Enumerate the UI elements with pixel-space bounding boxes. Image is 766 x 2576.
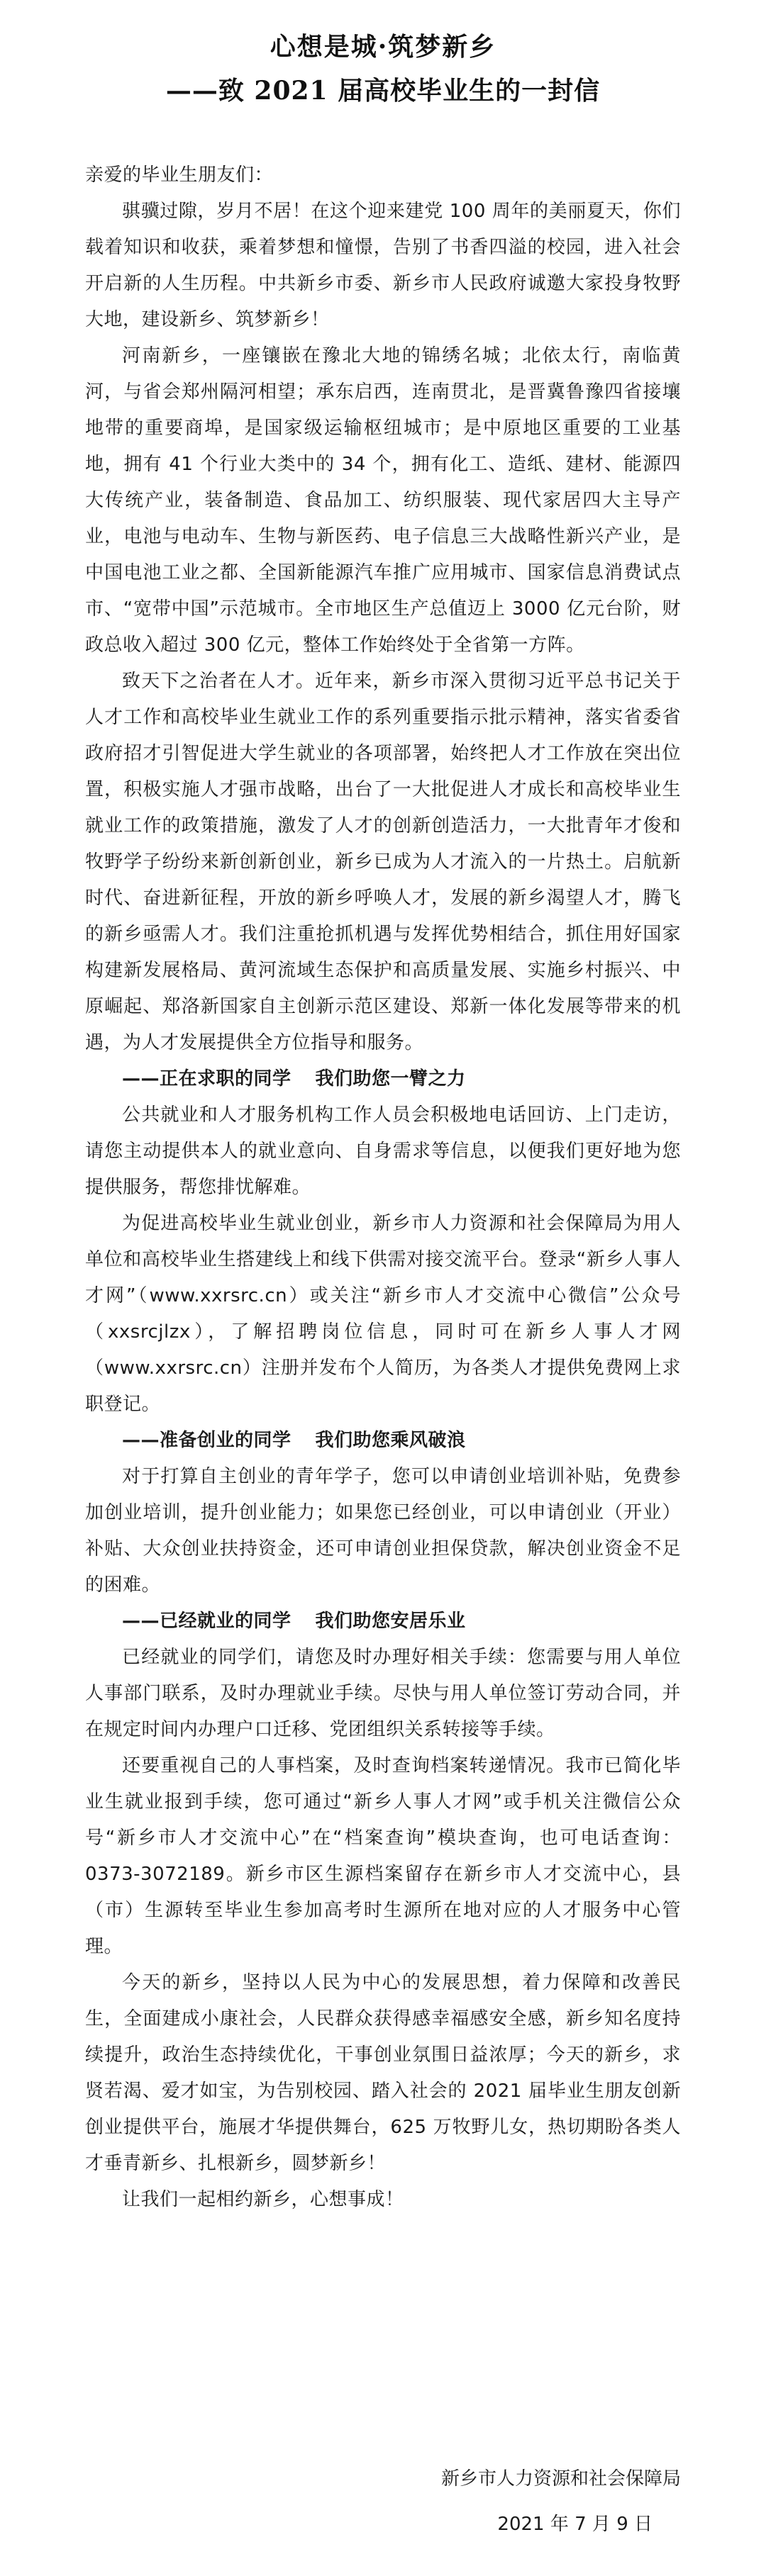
paragraph-city: 河南新乡，一座镶嵌在豫北大地的锦绣名城；北依太行，南临黄河，与省会郑州隔河相望；承东启西，连南贯北，是晋冀鲁豫四省接壤地带的重要商埠，是国家级运输枢纽城市；是中原地区重要的工业基地，拥有 41 个行业大类中的 34 个，拥有化工、造纸、建材、能源四大传统产业，装备制造、食品加工、纺织服装、现代家居四大主导产业，电池与电动车、生物与新医药、电子信息三大战略性新兴产业，是中国电池工业之都、全国新能源汽车推广应用城市、国家信息消费试点市、“宽带中国”示范城市。全市地区生产总值迈上 3000 亿元台阶，财政总收入超过 300 亿元，整体工作始终处于全省第一方阵。 — [85, 345, 681, 656]
paragraph-archives: 还要重视自己的人事档案，及时查询档案转递情况。我市已简化毕业生就业报到手续，您可通过“新乡人事人才网”或手机关注微信公众号“新乡市人才交流中心”在“档案查询”模块查询，也可电话查询：0373-3072189。新乡市区生源档案留存在新乡市人才交流中心，县（市）生源转至毕业生参加高考时生源所在地对应的人才服务中心管理。 — [85, 1755, 681, 1957]
section-tail: 我们助您乘风破浪 — [315, 1430, 466, 1451]
paragraph-job-service: 公共就业和人才服务机构工作人员会积极地电话回访、上门走访，请您主动提供本人的就业意向、自身需求等信息，以便我们更好地为您提供服务，帮您排忧解难。 — [85, 1104, 681, 1198]
title-subtitle: ——致 2021 届高校毕业生的一封信 — [165, 76, 601, 106]
section-lead: ——正在求职的同学 — [122, 1068, 292, 1090]
paragraph-closing: 让我们一起相约新乡，心想事成！ — [122, 2189, 404, 2210]
title-main: 心想是城·筑梦新乡 — [270, 32, 496, 62]
section-heading-employed — [85, 1603, 681, 1640]
letter-body — [85, 157, 681, 2218]
section-heading-entrepreneurship — [85, 1423, 681, 1459]
section-lead: ——准备创业的同学 — [122, 1430, 292, 1451]
paragraph-employed-procedures: 已经就业的同学们，请您及时办理好相关手续：您需要与用人单位人事部门联系，及时办理就业手续。尽快与用人单位签订劳动合同，并在规定时间内办理户口迁移、党团组织关系转接等手续。 — [85, 1647, 681, 1740]
section-tail: 我们助您安居乐业 — [315, 1611, 466, 1632]
signature-organization: 新乡市人力资源和社会保障局 — [440, 2468, 681, 2490]
paragraph-today-xinxiang: 今天的新乡，坚持以人民为中心的发展思想，着力保障和改善民生，全面建成小康社会，人民群众获得感幸福感安全感，新乡知名度持续提升，政治生态持续优化，干事创业氛围日益浓厚；今天的新乡，求贤若渴、爱才如宝，为告别校园、踏入社会的 2021 届毕业生朋友创新创业提供平台，施展才华提供舞台，625 万牧野儿女，热切期盼各类人才垂青新乡、扎根新乡，圆梦新乡！ — [85, 1972, 681, 2174]
section-lead: ——已经就业的同学 — [122, 1611, 292, 1632]
paragraph-entrepreneurship: 对于打算自主创业的青年学子，您可以申请创业培训补贴，免费参加创业培训，提升创业能力；如果您已经创业，可以申请创业（开业）补贴、大众创业扶持资金，还可申请创业担保贷款，解决创业资金不足的困难。 — [85, 1466, 681, 1596]
section-tail: 我们助您一臂之力 — [315, 1068, 466, 1090]
signature-date: 2021 年 7 月 9 日 — [497, 2514, 653, 2535]
paragraph-job-platform: 为促进高校毕业生就业创业，新乡市人力资源和社会保障局为用人单位和高校毕业生搭建线上和线下供需对接交流平台。登录“新乡人事人才网”（www.xxrsrc.cn）或关注“新乡市人才交流中心微信”公众号（xxsrcjlzx），了解招聘岗位信息，同时可在新乡人事人才网（www.xxrsrc.cn）注册并发布个人简历，为各类人才提供免费网上求职登记。 — [85, 1213, 681, 1415]
paragraph-intro: 骐骥过隙，岁月不居！在这个迎来建党 100 周年的美丽夏天，你们载着知识和收获，乘着梦想和憧憬，告别了书香四溢的校园，进入社会开启新的人生历程。中共新乡市委、新乡市人民政府诚邀大家投身牧野大地，建设新乡、筑梦新乡！ — [85, 201, 681, 330]
salutation: 亲爱的毕业生朋友们： — [85, 164, 274, 186]
section-heading-job-seeking — [85, 1061, 681, 1097]
paragraph-talent: 致天下之治者在人才。近年来，新乡市深入贯彻习近平总书记关于人才工作和高校毕业生就业工作的系列重要指示批示精神，落实省委省政府招才引智促进大学生就业的各项部署，始终把人才工作放在突出位置，积极实施人才强市战略，出台了一大批促进人才成长和高校毕业生就业工作的政策措施，激发了人才的创新创造活力，一大批青年才俊和牧野学子纷纷来新创新创业，新乡已成为人才流入的一片热土。启航新时代、奋进新征程，开放的新乡呼唤人才，发展的新乡渴望人才，腾飞的新乡亟需人才。我们注重抢抓机遇与发挥优势相结合，抓住用好国家构建新发展格局、黄河流域生态保护和高质量发展、实施乡村振兴、中原崛起、郑洛新国家自主创新示范区建设、郑新一体化发展等带来的机遇，为人才发展提供全方位指导和服务。 — [85, 671, 681, 1053]
